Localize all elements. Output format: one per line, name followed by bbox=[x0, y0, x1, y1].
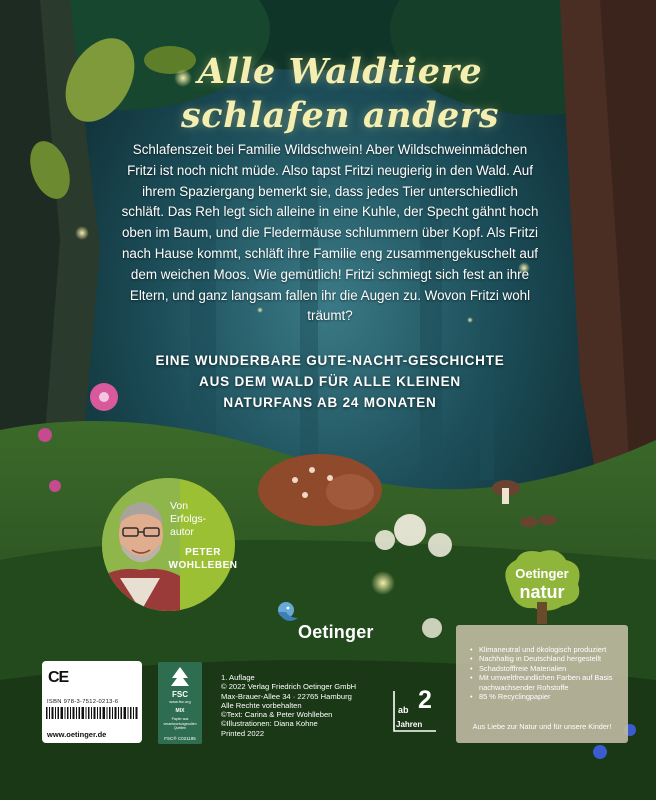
natur-badge-word: natur bbox=[519, 582, 565, 602]
eco-item: • Klimaneutral und ökologisch produziert bbox=[470, 645, 628, 654]
publisher-name: Oetinger bbox=[298, 622, 374, 642]
author-name bbox=[168, 546, 238, 572]
imprint-line: Alle Rechte vorbehalten bbox=[221, 700, 302, 710]
eco-item: • Schadstofffreie Materialien bbox=[470, 664, 628, 673]
eco-info-box bbox=[456, 625, 628, 743]
imprint-line: ©Illustrationen: Diana Kohne bbox=[221, 719, 318, 729]
tagline-line-1: EINE WUNDERBARE GUTE-NACHT-GESCHICHTE bbox=[155, 353, 505, 368]
tagline-line-3: NATURFANS AB 24 MONATEN bbox=[223, 395, 437, 410]
eco-list bbox=[456, 625, 628, 701]
eco-item: • 85 % Recyclingpapier bbox=[470, 692, 628, 701]
ce-mark: CE bbox=[48, 669, 69, 686]
imprint-line: Printed 2022 bbox=[221, 728, 265, 738]
isbn: ISBN 978-3-7512-0213-6 bbox=[47, 699, 119, 705]
fsc-url: www.fsc.org bbox=[169, 699, 191, 704]
fsc-label: FSC bbox=[172, 690, 188, 699]
fsc-code: FSC® C021195 bbox=[164, 736, 196, 741]
fsc-description: Papier aus verantwortungsvollen Quellen bbox=[163, 717, 197, 730]
eco-slogan: Aus Liebe zur Natur und für unsere Kinder! bbox=[472, 722, 612, 731]
author-badge bbox=[102, 478, 235, 611]
imprint-line: 1. Auflage bbox=[221, 673, 255, 682]
fsc-tree-icon bbox=[166, 666, 194, 688]
fsc-badge bbox=[158, 662, 202, 744]
author-intro-line-2: Erfolgs- bbox=[170, 513, 207, 525]
natur-badge-brand: Oetinger bbox=[515, 566, 569, 581]
age-label: Jahren bbox=[396, 720, 423, 729]
imprint-line: ©Text: Carina & Peter Wohlleben bbox=[221, 710, 333, 720]
oetinger-natur-badge bbox=[500, 548, 584, 628]
age-number: 2 bbox=[418, 686, 432, 714]
tagline-line-2: AUS DEM WALD FÜR ALLE KLEINEN bbox=[199, 374, 461, 389]
eco-item: • Mit umweltfreundlichen Farben auf Basis nachwachsender Rohstoffe bbox=[470, 673, 628, 692]
author-last-name: WOHLLEBEN bbox=[168, 560, 238, 571]
author-first-name: PETER bbox=[185, 547, 221, 558]
blurb-text: Schlafenszeit bei Familie Wildschwein! Aber Wildschweinmädchen Fritzi ist noch nicht müde. Also tapst Fritzi neugierig in den Wald. Auf ihrem Spaziergang bemerkt sie, dass jedes Tier unterschiedlich schläft. Das Reh legt sich alleine in eine Kuhle, der Specht gähnt hoch oben im Baum, und die Fledermäuse schlummern über Kopf. Als Fritzi nach Hause kommt, schläft ihre Familie eng zusammengekuschelt auf dem weichen Moos. Wie gemütlich! Fritzi schmiegt sich fest an ihre Eltern, und ganz langsam fallen ihr die Augen zu. Wovon Fritzi wohl träumt? bbox=[121, 142, 539, 324]
author-intro-line-1: Von bbox=[170, 500, 189, 512]
author-photo bbox=[102, 478, 180, 611]
imprint-line: Max-Brauer-Allee 34 · 22765 Hamburg bbox=[221, 691, 352, 701]
imprint-line: © 2022 Verlag Friedrich Oetinger GmbH bbox=[221, 682, 357, 692]
title-line-1: Alle Waldtiere bbox=[197, 51, 483, 92]
title-line-2: schlafen anders bbox=[181, 95, 499, 136]
eco-item: • Nachhaltig in Deutschland hergestellt bbox=[470, 654, 628, 663]
fsc-mix: MIX bbox=[175, 708, 185, 714]
imprint bbox=[221, 673, 401, 738]
author-intro-line-3: autor bbox=[170, 526, 194, 538]
barcode-box bbox=[42, 661, 142, 743]
tagline bbox=[130, 350, 530, 413]
website: www.oetinger.de bbox=[47, 730, 107, 739]
book-title bbox=[150, 50, 530, 138]
author-intro bbox=[170, 500, 238, 539]
age-prefix: ab bbox=[398, 705, 409, 715]
barcode-icon bbox=[46, 707, 138, 719]
